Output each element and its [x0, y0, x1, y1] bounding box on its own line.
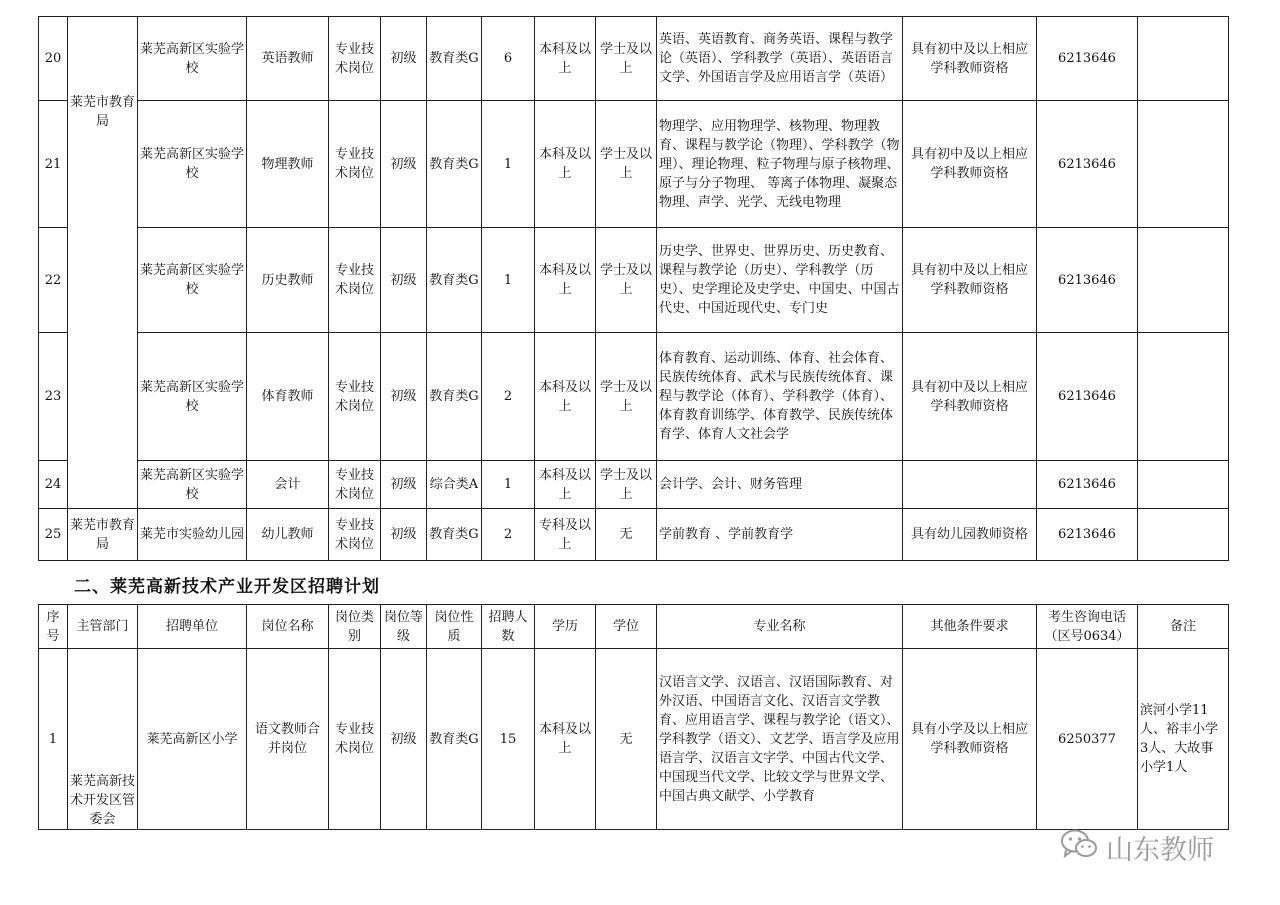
- department-cell: 莱芜市教育局: [68, 509, 138, 561]
- major-cell: 体育教育、运动训练、体育、社会体育、民族传统体育、武术与民族传统体育、课程与教学论（体育）、学科教学（体育）、体育教育训练学、体育教学、民族传统体育学、体育人文社会学: [657, 333, 903, 461]
- degree-cell: 无: [596, 649, 657, 830]
- header-cell: 学历: [535, 605, 596, 649]
- requirement-cell: 具有初中及以上相应学科教师资格: [903, 17, 1037, 101]
- major-cell: 学前教育 、学前教育学: [657, 509, 903, 561]
- note-cell: [1138, 17, 1229, 101]
- education-cell: 本科及以上: [535, 228, 596, 333]
- post-cell: 历史教师: [247, 228, 329, 333]
- requirement-cell: [903, 461, 1037, 509]
- major-cell: 历史学、世界史、世界历史、历史教育、课程与教学论（历史）、学科教学（历史）、史学理论及史学史、中国史、中国古代史、中国近现代史、专门史: [657, 228, 903, 333]
- post-nature-cell: 教育类G: [427, 333, 482, 461]
- recruitment-table-continued: [38, 16, 1229, 561]
- header-cell: 其他条件要求: [903, 605, 1037, 649]
- table-header-row: [39, 605, 1229, 649]
- table-row: [39, 461, 1229, 509]
- post-nature-cell: 教育类G: [427, 649, 482, 830]
- education-cell: 专科及以上: [535, 509, 596, 561]
- note-cell: [1138, 228, 1229, 333]
- post-cell: 会计: [247, 461, 329, 509]
- header-cell: 学位: [596, 605, 657, 649]
- education-cell: 本科及以上: [535, 649, 596, 830]
- note-cell: [1138, 509, 1229, 561]
- post-type-cell: 专业技术岗位: [329, 461, 381, 509]
- major-cell: 会计学、会计、财务管理: [657, 461, 903, 509]
- header-cell: 招聘单位: [138, 605, 247, 649]
- phone-cell: 6213646: [1037, 333, 1138, 461]
- row-number: 24: [39, 461, 68, 509]
- note-cell: [1138, 333, 1229, 461]
- phone-cell: 6213646: [1037, 461, 1138, 509]
- unit-cell: 莱芜高新区实验学校: [138, 101, 247, 228]
- post-type-cell: 专业技术岗位: [329, 228, 381, 333]
- unit-cell: 莱芜高新区实验学校: [138, 333, 247, 461]
- post-level-cell: 初级: [381, 228, 427, 333]
- row-number: 21: [39, 101, 68, 228]
- unit-cell: 莱芜高新区小学: [138, 649, 247, 830]
- major-cell: 物理学、应用物理学、核物理、物理教育、课程与教学论（物理）、学科教学（物理）、理论物理、粒子物理与原子核物理、原子与分子物理、 等离子体物理、凝聚态物理、声学、光学、无线电物理: [657, 101, 903, 228]
- post-cell: 英语教师: [247, 17, 329, 101]
- header-cell: 岗位性质: [427, 605, 482, 649]
- table-row: [39, 17, 1229, 101]
- phone-cell: 6213646: [1037, 228, 1138, 333]
- post-nature-cell: 教育类G: [427, 509, 482, 561]
- header-cell: 岗位名称: [247, 605, 329, 649]
- note-cell: 滨河小学11人、裕丰小学3人、大故事小学1人: [1138, 649, 1229, 830]
- degree-cell: 学士及以上: [596, 461, 657, 509]
- header-cell: 备注: [1138, 605, 1229, 649]
- education-cell: 本科及以上: [535, 17, 596, 101]
- requirement-cell: 具有小学及以上相应学科教师资格: [903, 649, 1037, 830]
- headcount-cell: 2: [482, 333, 535, 461]
- unit-cell: 莱芜高新区实验学校: [138, 461, 247, 509]
- row-number: 25: [39, 509, 68, 561]
- post-level-cell: 初级: [381, 509, 427, 561]
- degree-cell: 学士及以上: [596, 17, 657, 101]
- phone-cell: 6213646: [1037, 101, 1138, 228]
- row-number: 22: [39, 228, 68, 333]
- phone-cell: 6250377: [1037, 649, 1138, 830]
- post-cell: 体育教师: [247, 333, 329, 461]
- department-cell: 莱芜高新技术开发区管委会: [68, 649, 138, 830]
- headcount-cell: 2: [482, 509, 535, 561]
- header-cell: 序号: [39, 605, 68, 649]
- post-nature-cell: 教育类G: [427, 101, 482, 228]
- row-number: 1: [39, 649, 68, 830]
- unit-cell: 莱芜高新区实验学校: [138, 17, 247, 101]
- education-cell: 本科及以上: [535, 101, 596, 228]
- post-cell: 语文教师合并岗位: [247, 649, 329, 830]
- note-cell: [1138, 461, 1229, 509]
- requirement-cell: 具有初中及以上相应学科教师资格: [903, 333, 1037, 461]
- education-cell: 本科及以上: [535, 461, 596, 509]
- unit-cell: 莱芜市实验幼儿园: [138, 509, 247, 561]
- degree-cell: 无: [596, 509, 657, 561]
- header-cell: 主管部门: [68, 605, 138, 649]
- post-type-cell: 专业技术岗位: [329, 509, 381, 561]
- table-row: [39, 101, 1229, 228]
- post-nature-cell: 教育类G: [427, 228, 482, 333]
- table-row: [39, 228, 1229, 333]
- row-number: 20: [39, 17, 68, 101]
- header-cell: 考生咨询电话（区号0634）: [1037, 605, 1138, 649]
- header-cell: 岗位等级: [381, 605, 427, 649]
- requirement-cell: 具有初中及以上相应学科教师资格: [903, 228, 1037, 333]
- major-cell: 英语、英语教育、商务英语、课程与教学论（英语）、学科教学（英语）、英语语言文学、外国语言学及应用语言学（英语）: [657, 17, 903, 101]
- post-type-cell: 专业技术岗位: [329, 333, 381, 461]
- post-level-cell: 初级: [381, 649, 427, 830]
- requirement-cell: 具有幼儿园教师资格: [903, 509, 1037, 561]
- post-level-cell: 初级: [381, 17, 427, 101]
- post-cell: 物理教师: [247, 101, 329, 228]
- phone-cell: 6213646: [1037, 17, 1138, 101]
- degree-cell: 学士及以上: [596, 333, 657, 461]
- wechat-icon: [1060, 828, 1106, 867]
- major-cell: 汉语言文学、汉语言、汉语国际教育、对外汉语、中国语言文化、汉语言文学教育、应用语言学、课程与教学论（语文）、学科教学（语文）、文艺学、语言学及应用语言学、汉语言文字学、中国古代文学、中国现当代文学、比较文学与世界文学、中国古典文献学、小学教育: [657, 649, 903, 830]
- section-title: 二、莱芜高新技术产业开发区招聘计划: [74, 577, 380, 597]
- recruitment-table-hightech-zone: [38, 604, 1229, 830]
- post-nature-cell: 教育类G: [427, 17, 482, 101]
- post-type-cell: 专业技术岗位: [329, 101, 381, 228]
- table-row: [39, 509, 1229, 561]
- education-cell: 本科及以上: [535, 333, 596, 461]
- post-nature-cell: 综合类A: [427, 461, 482, 509]
- department-cell: 莱芜市教育局: [68, 17, 138, 509]
- headcount-cell: 1: [482, 228, 535, 333]
- phone-cell: 6213646: [1037, 509, 1138, 561]
- post-type-cell: 专业技术岗位: [329, 17, 381, 101]
- header-cell: 岗位类别: [329, 605, 381, 649]
- headcount-cell: 1: [482, 461, 535, 509]
- unit-cell: 莱芜高新区实验学校: [138, 228, 247, 333]
- headcount-cell: 1: [482, 101, 535, 228]
- table-row: [39, 333, 1229, 461]
- requirement-cell: 具有初中及以上相应学科教师资格: [903, 101, 1037, 228]
- post-level-cell: 初级: [381, 101, 427, 228]
- headcount-cell: 6: [482, 17, 535, 101]
- post-level-cell: 初级: [381, 333, 427, 461]
- post-level-cell: 初级: [381, 461, 427, 509]
- post-type-cell: 专业技术岗位: [329, 649, 381, 830]
- header-cell: 专业名称: [657, 605, 903, 649]
- post-cell: 幼儿教师: [247, 509, 329, 561]
- headcount-cell: 15: [482, 649, 535, 830]
- note-cell: [1138, 101, 1229, 228]
- watermark-text: 山东教师: [1106, 835, 1214, 866]
- watermark: [1060, 828, 1214, 867]
- header-cell: 招聘人数: [482, 605, 535, 649]
- row-number: 23: [39, 333, 68, 461]
- degree-cell: 学士及以上: [596, 101, 657, 228]
- degree-cell: 学士及以上: [596, 228, 657, 333]
- table-row: [39, 649, 1229, 830]
